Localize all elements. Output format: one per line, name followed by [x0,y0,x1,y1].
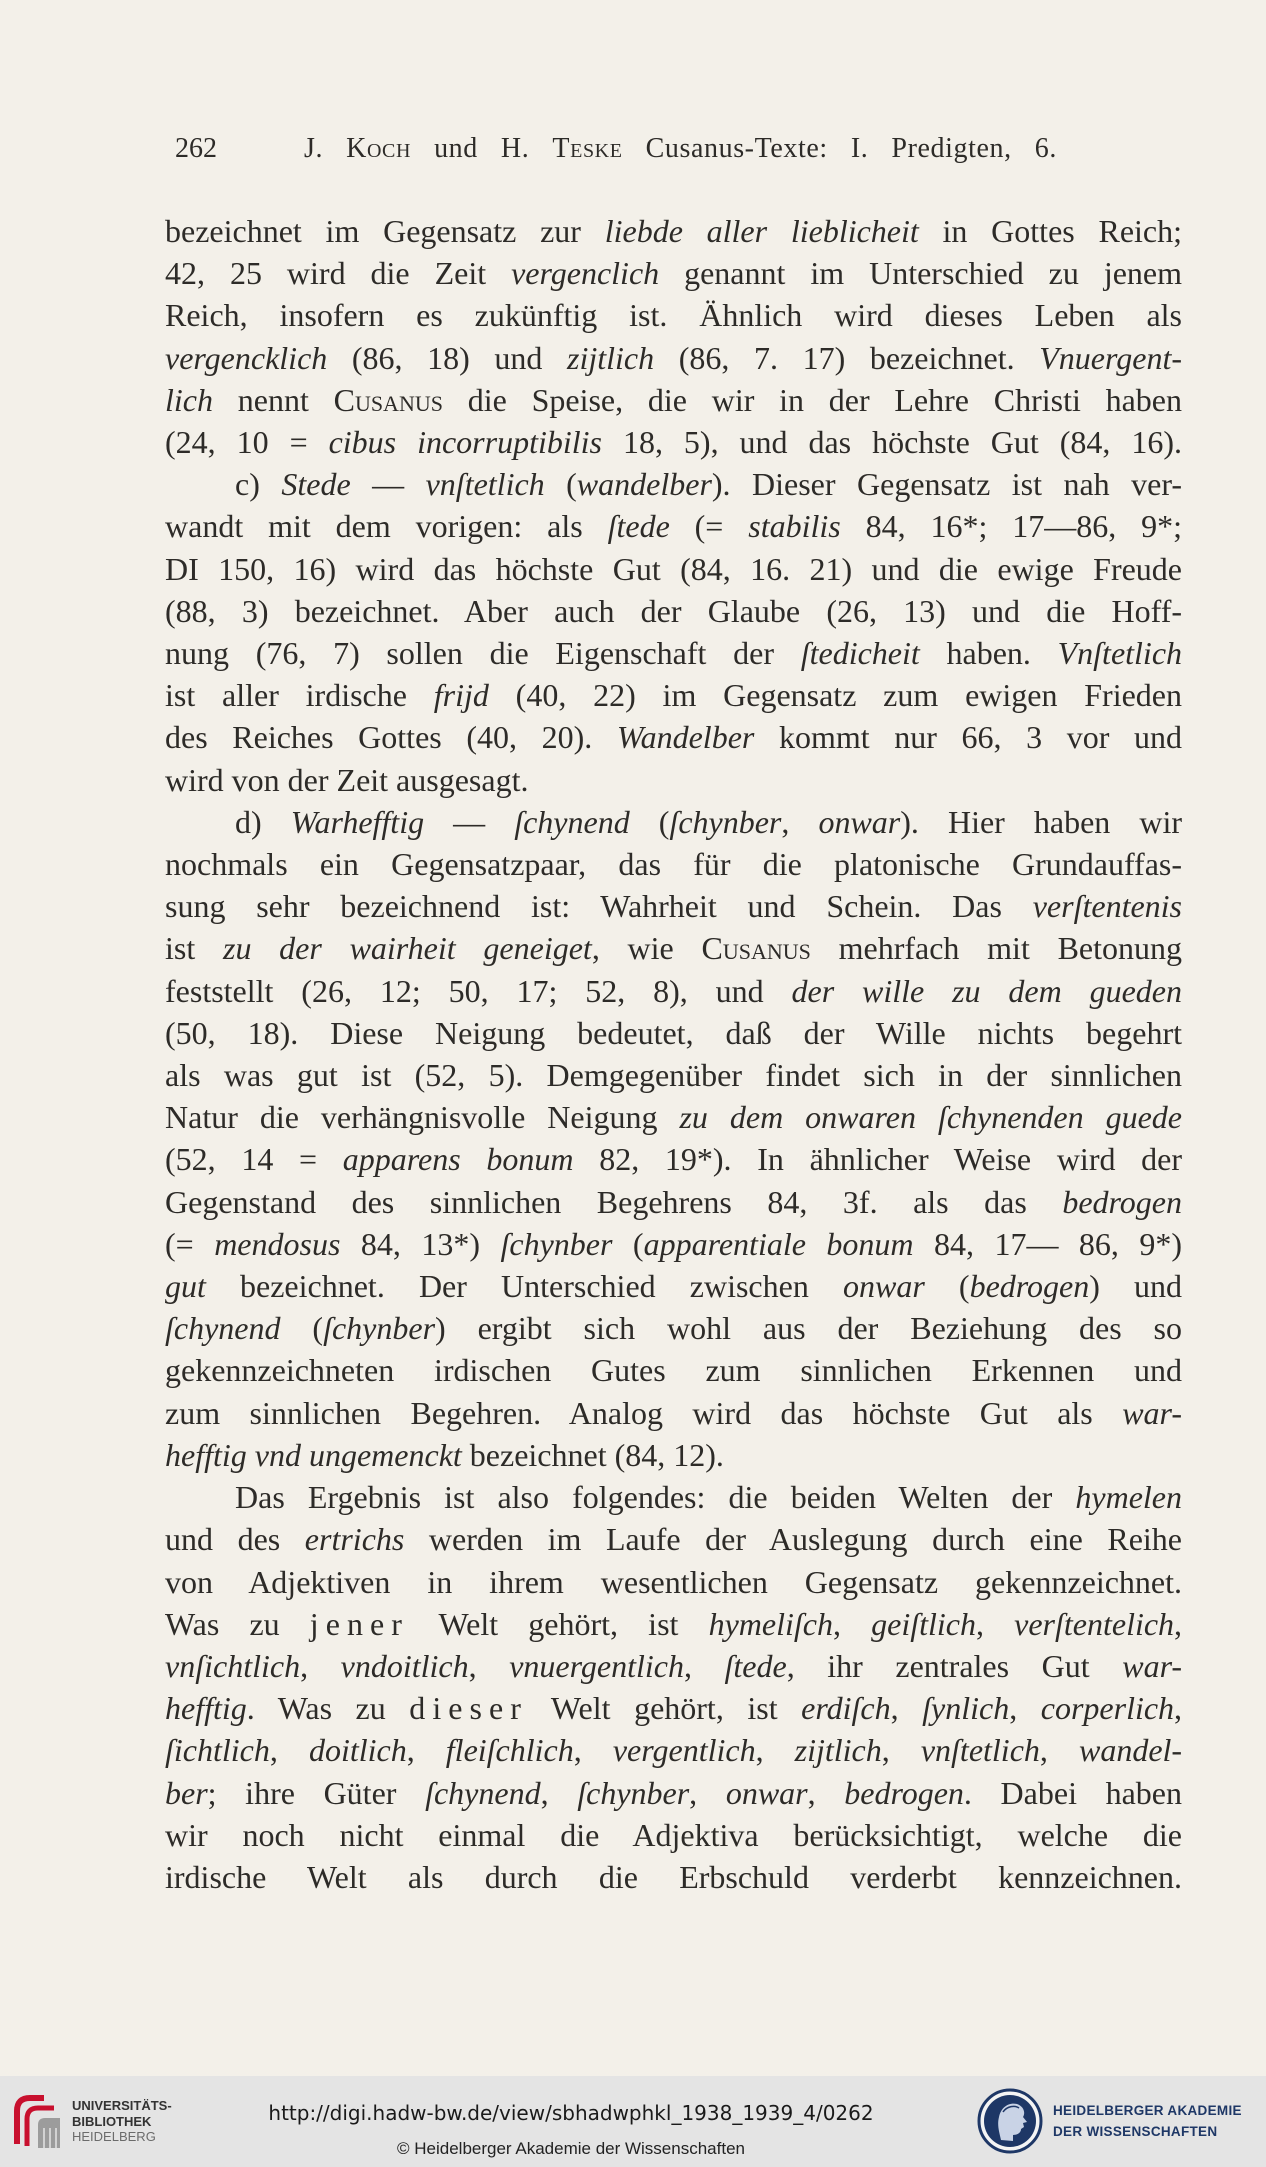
line-content [165,719,1182,755]
italic-text: doitlich [308,1732,407,1769]
roman-text: , [468,1647,510,1684]
line-content [165,340,1182,376]
roman-text: sung sehr bezeichnend ist: Wahrheit und Schein. Das [165,888,1033,925]
paragraph [165,463,1182,801]
text-line [165,1181,1182,1223]
roman-text: (86, 7. 17) bezeichnet. [654,339,1040,376]
text-line [165,590,1182,632]
italic-text: Stede [281,466,351,503]
italic-text: hymelen [1075,1479,1182,1516]
line-content [165,1057,1182,1093]
text-line [165,716,1182,758]
text-line [165,970,1182,1012]
italic-text: ertrichs [304,1521,405,1558]
italic-text: onwar [725,1774,808,1811]
italic-text: Wandelber [616,719,755,756]
text-line [165,294,1182,336]
roman-text: und des [165,1521,305,1558]
roman-text: bezeichnet im Gegensatz zur [165,213,605,249]
university-library-name [72,2098,172,2145]
text-line [165,759,1182,801]
italic-text: liebde aller lieblicheit [604,213,919,249]
italic-text: frijd [433,677,489,714]
line-content [165,1648,1182,1684]
roman-text: (52, 14 = [165,1141,343,1178]
italic-text: verſtentelich [1014,1605,1175,1642]
roman-text: , ihr zentrales Gut [786,1647,1123,1684]
italic-text: lich [165,381,213,418]
roman-text: ( [544,466,577,503]
line-content [165,1268,1182,1304]
italic-text: ſtedicheit [800,635,920,672]
line-content [165,1606,1182,1642]
roman-text: des Reiches Gottes (40, 20). [165,719,617,756]
roman-text: . Was zu [246,1690,410,1727]
roman-text: , [1174,1605,1182,1642]
roman-text: , [890,1690,923,1727]
line-content [165,930,1182,966]
roman-text: und H. [411,133,553,164]
roman-text: (88, 3) bezeichnet. Aber auch der Glaube (26, 13) und die Hoff- [165,592,1182,629]
roman-text: , [755,1732,795,1769]
line-content [165,1564,1182,1600]
roman-text: , [832,1605,872,1642]
roman-text: gekennzeichneten irdischen Gutes zum sinnlichen Erkennen und [165,1352,1182,1389]
paragraph [165,210,1182,463]
small-caps-text: Cusanus [701,930,811,967]
roman-text: . Dabei haben [963,1774,1182,1811]
roman-text: (24, 10 = [165,424,329,461]
roman-text: , [1009,1690,1041,1727]
library-name-line: BIBLIOTHEK [72,2113,152,2129]
roman-text: Natur die verhängnisvolle Neigung [165,1099,680,1136]
italic-text: apparentiale bonum [643,1225,914,1262]
text-line [165,252,1182,294]
line-content [165,508,1182,544]
roman-text: die Speise, die wir in der Lehre Christi haben [442,381,1182,418]
line-content [165,1395,1182,1431]
italic-text: der wille zu dem gueden [791,972,1182,1009]
italic-text: ſchynber [500,1225,613,1262]
line-content [165,1015,1182,1051]
text-line [165,505,1182,547]
italic-text: ſchynend [425,1774,541,1811]
paragraph [165,801,1182,1476]
text-line [165,927,1182,969]
line-content [165,255,1182,291]
italic-text: zijtlich [567,339,655,376]
source-url-link[interactable]: http://digi.hadw-bw.de/view/sbhadwphkl_1938_1939_4/0262 [268,2101,874,2125]
italic-text: ſynlich [922,1690,1010,1727]
roman-text: (= [669,508,749,545]
university-library-logo-icon [12,2092,64,2150]
roman-text: wir noch nicht einmal die Adjektiva berücksichtigt, welche die [165,1816,1182,1853]
text-line [165,1307,1182,1349]
roman-text: Cusanus-Texte: I. Predigten, 6. [622,133,1057,164]
roman-text: (40, 22) im Gegensatz zum ewigen Frieden [488,677,1182,714]
line-content [165,973,1182,1009]
line-content [165,1226,1182,1262]
roman-text: kommt nur 66, 3 vor und [754,719,1182,756]
roman-text: irdische Welt als durch die Erbschuld verderbt kennzeichnen. [165,1858,1182,1895]
italic-text: ſtede [607,508,670,545]
line-content [165,762,528,798]
line-content [165,1184,1182,1220]
roman-text: Welt gehört, ist [527,1690,802,1727]
line-content [165,297,1182,333]
italic-text: ber [165,1774,208,1811]
roman-text: bezeichnet. Der Unterschied zwischen [205,1268,843,1305]
roman-text: zum sinnlichen Begehren. Analog wird das höchste Gut als [165,1394,1123,1431]
italic-text: geiſtlich [871,1605,976,1642]
line-content [165,1859,1182,1895]
roman-text: J. [304,133,347,164]
line-content [165,1775,1182,1811]
italic-text: fleiſchlich [445,1732,574,1769]
roman-text: ( [612,1225,644,1262]
italic-text: stabilis [748,508,841,545]
text-line [165,1772,1182,1814]
text-line [165,1645,1182,1687]
roman-text: — [424,803,515,840]
roman-text: 18, 5), und das höchste Gut (84, 16). [602,424,1182,461]
text-line [165,1434,1182,1476]
spaced-text: jener [309,1605,409,1642]
academy-name-line: HEIDELBERGER AKADEMIE [1053,2103,1242,2118]
roman-text: ) und [1089,1268,1182,1305]
roman-text: nochmals ein Gegensatzpaar, das für die platonische Grundauffas- [165,846,1182,883]
text-line [165,843,1182,885]
line-content [165,1310,1182,1346]
italic-text: ſchynend [514,803,630,840]
italic-text: hefftig [165,1690,247,1727]
text-line [165,1265,1182,1307]
italic-text: hymeliſch [708,1605,833,1642]
roman-text: 84, 17— 86, 9*) [913,1225,1182,1262]
text-line [165,548,1182,590]
roman-text: , wie [591,930,702,967]
paragraph [165,1476,1182,1898]
roman-text: (50, 18). Diese Neigung bedeutet, daß der Wille nichts begehrt [165,1014,1182,1051]
roman-text: Gegenstand des sinnlichen Begehrens 84, 3f. als das [165,1183,1063,1220]
italic-text: gut [165,1268,206,1305]
roman-text: wird von der Zeit ausgesagt. [165,761,529,798]
roman-text: c) [235,466,282,503]
line-content [235,1479,1182,1515]
italic-text: mendosus [214,1225,341,1262]
roman-text: genannt im Unterschied zu jenem [659,255,1182,292]
line-content [165,213,1182,249]
running-head [304,131,1057,167]
roman-text: Was zu [165,1605,310,1642]
roman-text: ( [280,1310,324,1347]
italic-text: bedrogen [844,1774,964,1811]
text-line [165,210,1182,252]
roman-text: haben. [919,635,1058,672]
italic-text: vergenclich [511,255,660,292]
text-line [165,1561,1182,1603]
roman-text: ; ihre Güter [207,1774,426,1811]
roman-text: , [881,1732,921,1769]
footer-bar [0,2076,1266,2167]
line-content [165,382,1182,418]
roman-text: , [406,1732,446,1769]
line-content [165,635,1182,671]
text-line [165,421,1182,463]
library-name-line: UNIVERSITÄTS- [72,2098,172,2113]
line-content [304,133,1057,164]
line-content [165,1690,1182,1726]
roman-text: 82, 19*). In ähnlicher Weise wird der [573,1141,1182,1178]
line-content [165,677,1182,713]
text-line [165,1223,1182,1265]
italic-text: Vnſtetlich [1057,635,1182,672]
italic-text: war- [1122,1647,1182,1684]
text-line [165,1729,1182,1771]
italic-text: ſichtlich [165,1732,270,1769]
spaced-text: dieser [409,1690,528,1727]
italic-text: wandelber [576,466,712,503]
text-line [165,463,1182,505]
text-line [165,379,1182,421]
roman-text: ( [629,803,670,840]
roman-text: ist [165,930,223,967]
text-line [165,1603,1182,1645]
roman-text: wandt mit dem vorigen: als [165,508,608,545]
line-content [165,846,1182,882]
italic-text: Vnuergent- [1039,339,1182,376]
roman-text: ist aller irdische [165,677,434,714]
roman-text: werden im Laufe der Auslegung durch eine Reihe [404,1521,1182,1558]
line-content [165,1521,1182,1557]
text-line [165,1518,1182,1560]
italic-text: war- [1122,1394,1182,1431]
line-content [235,466,1182,502]
roman-text: , [683,1647,725,1684]
italic-text: vnuergentlich [509,1647,684,1684]
italic-text: onwar [818,803,901,840]
small-caps-text: Teske [552,133,623,164]
roman-text: d) [235,803,291,840]
academy-name [1053,2100,1242,2142]
roman-text: , [781,803,819,840]
roman-text: als was gut ist (52, 5). Demgegenüber findet sich in der sinnlichen [165,1057,1182,1094]
roman-text: feststellt (26, 12; 50, 17; 52, 8), und [165,972,792,1009]
roman-text: 84, 16*; 17—86, 9*; [840,508,1182,545]
roman-text: ) ergibt sich wohl aus der Beziehung des so [435,1310,1182,1347]
line-content [165,1099,1182,1135]
italic-text: ſchynber [669,803,782,840]
body-text [165,210,1182,1898]
text-line [165,1814,1182,1856]
italic-text: cibus incorruptibilis [328,424,602,461]
text-line [165,1096,1182,1138]
roman-text: von Adjektiven in ihrem wesentlichen Gegensatz gekennzeichnet. [165,1563,1182,1600]
italic-text: corperlich [1040,1690,1175,1727]
page-number: 262 [175,133,217,164]
line-content [165,1817,1182,1853]
italic-text: vndoitlich [340,1647,469,1684]
italic-text: zu dem onwaren ſchynenden guede [679,1099,1182,1136]
text-line [165,1138,1182,1180]
italic-text: vnſtetlich [425,466,545,503]
line-content [165,1732,1182,1768]
roman-text: in Gottes Reich; [918,213,1182,249]
italic-text: wandel- [1078,1732,1182,1769]
roman-text: ). Dieser Gegensatz ist nah ver- [711,466,1182,503]
roman-text: nung (76, 7) sollen die Eigenschaft der [165,635,801,672]
line-content [165,1141,1182,1177]
academy-emblem-icon [977,2088,1043,2154]
roman-text: , [573,1732,613,1769]
line-content [165,551,1182,587]
roman-text: , [975,1605,1015,1642]
italic-text: zu der wairheit geneiget [222,930,592,967]
roman-text: , [689,1774,726,1811]
italic-text: ſtede [724,1647,787,1684]
line-content [165,424,1182,460]
italic-text: bedrogen [969,1268,1090,1305]
italic-text: erdiſch [801,1690,891,1727]
line-content [165,1437,724,1473]
roman-text: , [807,1774,845,1811]
roman-text: mehrfach mit Betonung [810,930,1182,967]
line-content [235,804,1182,840]
roman-text: Reich, insofern es zukünftig ist. Ähnlich wird dieses Leben als [165,297,1182,334]
roman-text: DI 150, 16) wird das höchste Gut (84, 16. 21) und die ewige Freude [165,550,1182,587]
roman-text: 84, 13*) [340,1225,501,1262]
italic-text: apparens bonum [342,1141,574,1178]
italic-text: zijtlich [794,1732,882,1769]
library-name-line: HEIDELBERG [72,2129,156,2144]
text-line [165,1054,1182,1096]
italic-text: vergencklich [165,339,328,376]
italic-text: bedrogen [1062,1183,1182,1220]
text-line [165,885,1182,927]
roman-text: bezeichnet (84, 12). [461,1436,724,1473]
italic-text: Warhefftig [290,803,425,840]
italic-text: ſchynber [323,1310,436,1347]
roman-text: nennt [212,381,334,418]
roman-text: , [1039,1732,1079,1769]
line-content [165,593,1182,629]
line-content [165,1352,1182,1388]
text-line [165,1012,1182,1054]
italic-text: hefftig vnd ungemenckt [165,1436,462,1473]
italic-text: onwar [842,1268,925,1305]
text-line [165,674,1182,716]
roman-text: , [540,1774,578,1811]
text-line [165,1476,1182,1518]
text-line [165,1349,1182,1391]
roman-text: Das Ergebnis ist also folgendes: die beiden Welten der [235,1479,1076,1516]
text-line [165,1687,1182,1729]
italic-text: vnſichtlich [165,1647,301,1684]
small-caps-text: Koch [346,133,412,164]
text-line [165,632,1182,674]
roman-text: (86, 18) und [327,339,567,376]
small-caps-text: Cusanus [333,381,443,418]
line-content [165,888,1182,924]
academy-name-line: DER WISSENSCHAFTEN [1053,2124,1218,2139]
italic-text: ſchynend [165,1310,281,1347]
roman-text: (= [165,1225,215,1262]
roman-text: Welt gehört, ist [408,1605,709,1642]
roman-text: , [300,1647,341,1684]
text-line [165,801,1182,843]
text-line [165,1392,1182,1434]
copyright-notice: © Heidelberger Akademie der Wissenschaften [397,2139,745,2158]
roman-text: , [1174,1690,1182,1727]
text-line [165,1856,1182,1898]
italic-text: vnſtetlich [920,1732,1040,1769]
italic-text: verſtentenis [1032,888,1182,925]
roman-text: ). Hier haben wir [900,803,1182,840]
roman-text: ( [924,1268,970,1305]
italic-text: vergentlich [612,1732,756,1769]
roman-text: — [350,466,426,503]
text-line [165,337,1182,379]
roman-text: , [269,1732,309,1769]
roman-text: 42, 25 wird die Zeit [165,255,512,292]
italic-text: ſchynber [577,1774,690,1811]
